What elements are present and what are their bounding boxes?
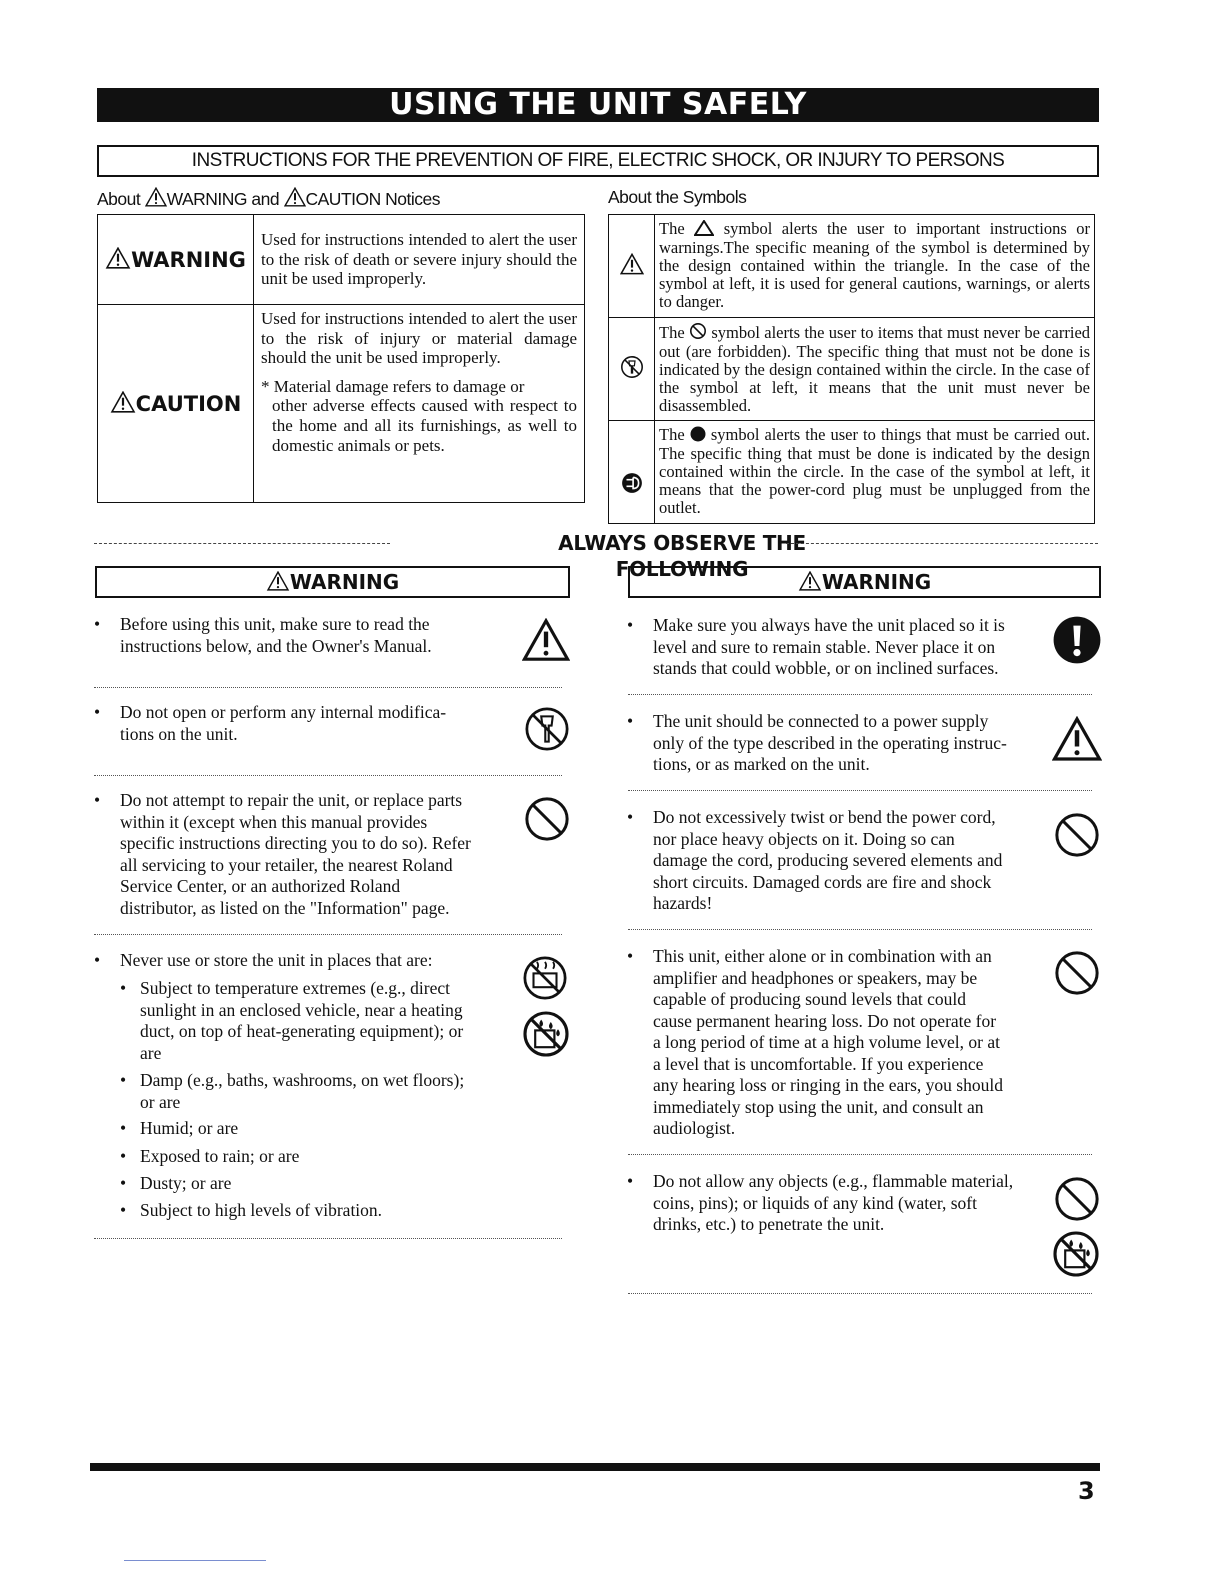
water-prohibited-icon <box>1052 1230 1100 1278</box>
item-line: stands that could wobble, or on inclined surfaces. <box>653 658 999 678</box>
sub-bullet: • <box>120 978 127 998</box>
prohibit-text: symbol alerts the user to items that must never be carried out (are forbidden). The specific thing that must not be done is indicated by the design contained within the circle. In the case of the symbol at left, it means that the unit must never be disassembled. <box>659 323 1091 416</box>
bullet: • <box>94 790 101 810</box>
heading-notices: Notices <box>385 189 440 209</box>
sub-line: Dusty; or are <box>140 1173 232 1193</box>
left-item-2 <box>94 702 504 746</box>
item-line: tions, or as marked on the unit. <box>653 754 870 774</box>
item-line: any hearing loss or ringing in the ears, you should <box>653 1075 1003 1095</box>
warning-triangle-icon <box>284 187 306 207</box>
item-line: damage the cord, producing severed elements and <box>653 850 1003 870</box>
item-line: amplifier and headphones or speakers, may be <box>653 967 978 988</box>
caution-label-cell <box>98 305 254 503</box>
symbol-cell-triangle <box>609 215 655 318</box>
item-line: The unit should be connected to a power supply <box>653 711 989 731</box>
warning-label: WARNING <box>131 248 246 272</box>
right-item-5 <box>627 1171 1057 1237</box>
item-line: Do not attempt to repair the unit, or replace parts <box>120 790 463 810</box>
heading-about: About <box>97 189 141 209</box>
dotted-separator <box>628 1293 1092 1294</box>
left-item-4 <box>94 950 514 974</box>
notices-heading <box>97 187 440 210</box>
item-line: all servicing to your retailer, the nearest Roland <box>120 854 453 875</box>
outline-triangle-icon <box>694 220 714 236</box>
left-item-3 <box>94 790 514 922</box>
warning-triangle-icon <box>522 618 570 662</box>
right-item-3 <box>627 807 1057 917</box>
dotted-separator <box>628 929 1092 930</box>
left-warning-label: WARNING <box>289 570 400 594</box>
item-line: immediately stop using the unit, and consult an <box>653 1096 984 1117</box>
item-line: within it (except when this manual provides <box>120 811 428 832</box>
sub-text <box>140 1070 464 1113</box>
dashed-rule-left <box>94 543 390 544</box>
warning-triangle-icon <box>1052 716 1102 762</box>
item-text <box>120 614 432 657</box>
sub-bullet: • <box>120 1070 127 1090</box>
item-line: capable of producing sound levels that could <box>653 989 966 1009</box>
item-line: Do not open or perform any internal modifica- <box>120 702 447 722</box>
prohibited-circle-icon <box>1054 812 1100 858</box>
dotted-separator <box>628 790 1092 791</box>
item-line: drinks, etc.) to penetrate the unit. <box>653 1214 885 1234</box>
sub-line: Exposed to rain; or are <box>140 1146 300 1166</box>
warning-label-cell <box>98 215 254 305</box>
right-warning-label: WARNING <box>821 570 932 594</box>
sub-bullet: • <box>120 1146 127 1166</box>
prohibited-circle-icon <box>524 796 570 842</box>
left-warning-box <box>95 566 570 598</box>
item-line: cause permanent hearing loss. Do not operate for <box>653 1010 997 1031</box>
sub-line: duct, on top of heat-generating equipment); or <box>140 1021 464 1041</box>
sub-line: Subject to high levels of vibration. <box>140 1200 383 1220</box>
caution-note-line1: * Material damage refers to damage or <box>261 376 525 396</box>
heat-prohibited-icon <box>522 955 568 1001</box>
right-item-4 <box>627 946 1057 1142</box>
warning-triangle-icon <box>620 253 644 275</box>
sub-line: are <box>140 1042 162 1063</box>
prohibited-circle-icon <box>1054 950 1100 996</box>
page-number: 3 <box>1078 1477 1095 1505</box>
item-line: only of the type described in the operating instruc- <box>653 732 1007 753</box>
bullet: • <box>627 807 634 827</box>
item-line: Do not allow any objects (e.g., flammable material, <box>653 1171 1014 1191</box>
mandatory-pre: The <box>659 425 685 445</box>
triangle-text: symbol alerts the user to important instructions or warnings.The specific meaning of the symbol is determined by the design contained within the triangle. In the case of the symbol at left, it is used for general cautions, warnings, or alerts to danger. <box>659 219 1090 312</box>
item-line: Before using this unit, make sure to read the <box>120 614 430 634</box>
caution-label: CAUTION <box>135 392 242 416</box>
sub-line: or are <box>140 1091 181 1112</box>
item-line: This unit, either alone or in combination with an <box>653 946 992 966</box>
sub-line: Subject to temperature extremes (e.g., direct <box>140 978 451 998</box>
heading-caution: CAUTION <box>305 189 381 209</box>
caution-text: Used for instructions intended to alert the user to the risk of injury or material damage should the unit be used improperly. <box>261 309 577 368</box>
symbol-cell-prohibit <box>609 318 655 421</box>
prohibited-circle-icon <box>689 322 707 340</box>
bottom-rule <box>90 1463 1100 1471</box>
item-line: Never use or store the unit in places that are: <box>120 950 433 970</box>
heading-and: and <box>251 189 280 209</box>
warning-triangle-icon <box>798 571 822 591</box>
bullet: • <box>627 1171 634 1191</box>
symbols-table <box>608 214 1095 524</box>
item-line: short circuits. Damaged cords are fire and shock <box>653 871 992 892</box>
item-line: Make sure you always have the unit placed so it is <box>653 615 1005 635</box>
item-line: a long period of time at a high volume level, or at <box>653 1032 1000 1052</box>
notices-table <box>97 214 585 503</box>
item-text <box>653 615 1005 680</box>
symbol-mandatory-description <box>655 421 1095 524</box>
sub-line: Damp (e.g., baths, washrooms, on wet floors); <box>140 1070 465 1090</box>
warning-triangle-icon <box>145 187 167 207</box>
dashed-rule-right <box>786 543 1098 544</box>
item-line: tions on the unit. <box>120 723 238 744</box>
sub-line: sunlight in an enclosed vehicle, near a heating <box>140 999 463 1020</box>
prohibit-pre: The <box>659 323 685 343</box>
right-item-2 <box>627 711 1057 777</box>
warning-triangle-icon <box>105 247 131 269</box>
mandatory-text: symbol alerts the user to things that must be carried out. The specific thing that must be done is indicated by the design contained within the circle. In the case of the symbol at left, it means that the power-cord plug must be unplugged from the outlet. <box>659 425 1091 518</box>
item-line: level and sure to remain stable. Never place it on <box>653 636 996 657</box>
bullet: • <box>627 946 634 966</box>
page-title: USING THE UNIT SAFELY <box>97 88 1099 122</box>
warning-triangle-icon <box>266 571 290 591</box>
disassembly-prohibited-icon <box>524 706 570 752</box>
caution-description <box>254 305 585 503</box>
item-text <box>120 790 471 919</box>
bullet: • <box>627 615 634 635</box>
right-item-1 <box>627 615 1057 681</box>
prohibited-circle-icon <box>1054 1176 1100 1222</box>
item-text <box>653 946 1003 1140</box>
symbols-heading: About the Symbols <box>608 187 747 207</box>
sub-line: Humid; or are <box>140 1118 239 1138</box>
bullet: • <box>94 614 101 634</box>
item-line: distributor, as listed on the "Information" page. <box>120 897 450 918</box>
item-text <box>653 711 1007 776</box>
heading-warning: WARNING <box>166 189 248 209</box>
mandatory-dot-icon <box>690 426 706 442</box>
sub-bullet: • <box>120 1200 127 1220</box>
sub-text <box>140 978 463 1064</box>
item-line: a level that is uncomfortable. If you experience <box>653 1053 984 1074</box>
triangle-pre: The <box>659 219 685 239</box>
item-line: instructions below, and the Owner's Manual. <box>120 635 432 656</box>
item-line: Do not excessively twist or bend the power cord, <box>653 807 996 827</box>
warning-description: Used for instructions intended to alert the user to the risk of death or severe injury should the unit be used improperly. <box>254 215 585 305</box>
bullet: • <box>94 950 101 970</box>
caution-note-rest: other adverse effects caused with respect to the home and all its furnishings, as well to domestic animals or pets. <box>272 396 577 455</box>
item-line: coins, pins); or liquids of any kind (water, soft <box>653 1192 977 1213</box>
right-warning-box <box>628 566 1101 598</box>
page-subtitle: INSTRUCTIONS FOR THE PREVENTION OF FIRE, ELECTRIC SHOCK, OR INJURY TO PERSONS <box>97 145 1099 177</box>
symbol-triangle-description <box>655 215 1095 318</box>
always-observe-banner <box>94 530 1098 581</box>
dotted-separator <box>94 934 562 935</box>
always-observe-text: ALWAYS OBSERVE THE FOLLOWING <box>558 531 806 581</box>
dotted-separator <box>628 1154 1092 1155</box>
footer-blue-line <box>124 1560 266 1561</box>
disassembly-prohibited-icon <box>620 355 644 379</box>
item-text <box>653 807 1002 915</box>
item-line: audiologist. <box>653 1118 736 1138</box>
sub-bullet: • <box>120 1173 127 1193</box>
item-line: Service Center, or an authorized Roland <box>120 876 401 896</box>
left-item-1 <box>94 614 494 658</box>
item-text <box>120 702 446 745</box>
bullet: • <box>94 702 101 722</box>
symbol-prohibit-description <box>655 318 1095 421</box>
water-prohibited-icon <box>522 1010 570 1058</box>
dotted-separator <box>628 694 1092 695</box>
item-line: specific instructions directing you to do so). Refer <box>120 833 471 853</box>
item-line: nor place heavy objects on it. Doing so can <box>653 828 955 849</box>
warning-triangle-icon <box>110 391 136 413</box>
item-line: hazards! <box>653 893 713 913</box>
bullet: • <box>627 711 634 731</box>
dotted-separator <box>94 775 562 776</box>
dotted-separator <box>94 1238 562 1239</box>
dotted-separator <box>94 687 562 688</box>
sub-bullet: • <box>120 1118 127 1138</box>
unplug-icon <box>621 472 643 494</box>
symbol-cell-mandatory <box>609 421 655 524</box>
item-text <box>653 1171 1013 1236</box>
exclamation-icon <box>1053 616 1101 664</box>
